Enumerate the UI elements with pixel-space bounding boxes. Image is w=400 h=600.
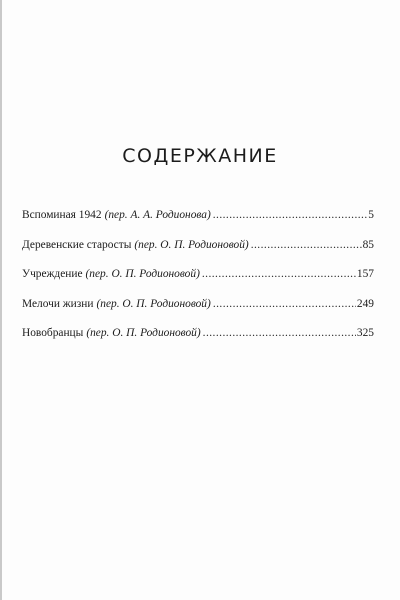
toc-entry xyxy=(22,327,374,357)
toc-entry-translator: (пер. О. П. Родионовой) xyxy=(96,297,211,310)
toc-entry xyxy=(22,209,374,239)
page-title: СОДЕРЖАНИЕ xyxy=(122,145,278,167)
toc-entry xyxy=(22,239,374,269)
toc-entry xyxy=(22,268,374,298)
dot-leader xyxy=(203,327,356,339)
toc-entry-page: 5 xyxy=(368,209,374,221)
toc-entry-translator: (пер. А. А. Родионова) xyxy=(104,209,211,221)
toc-entry-translator: (пер. О. П. Родионовой) xyxy=(134,238,249,251)
toc-entry-title: Новобранцы xyxy=(22,327,84,339)
dot-leader xyxy=(213,209,368,221)
page-edge xyxy=(0,0,2,600)
toc-entry-title: Вспоминая 1942 xyxy=(22,209,102,221)
toc-entry-title: Учреждение xyxy=(22,268,83,280)
table-of-contents xyxy=(22,209,374,357)
toc-entry-translator: (пер. О. П. Родионовой) xyxy=(86,327,201,339)
toc-entry-page: 85 xyxy=(362,238,374,251)
dot-leader xyxy=(251,239,362,251)
toc-entry-title: Деревенские старосты xyxy=(22,238,132,251)
toc-entry-translator: (пер. О. П. Родионовой) xyxy=(85,268,200,280)
toc-entry-title: Мелочи жизни xyxy=(22,297,94,310)
toc-entry-page: 249 xyxy=(356,297,374,310)
dot-leader xyxy=(213,298,356,310)
toc-entry-page: 157 xyxy=(356,268,374,280)
toc-entry xyxy=(22,298,374,328)
dot-leader xyxy=(202,268,356,280)
toc-entry-page: 325 xyxy=(356,327,374,339)
